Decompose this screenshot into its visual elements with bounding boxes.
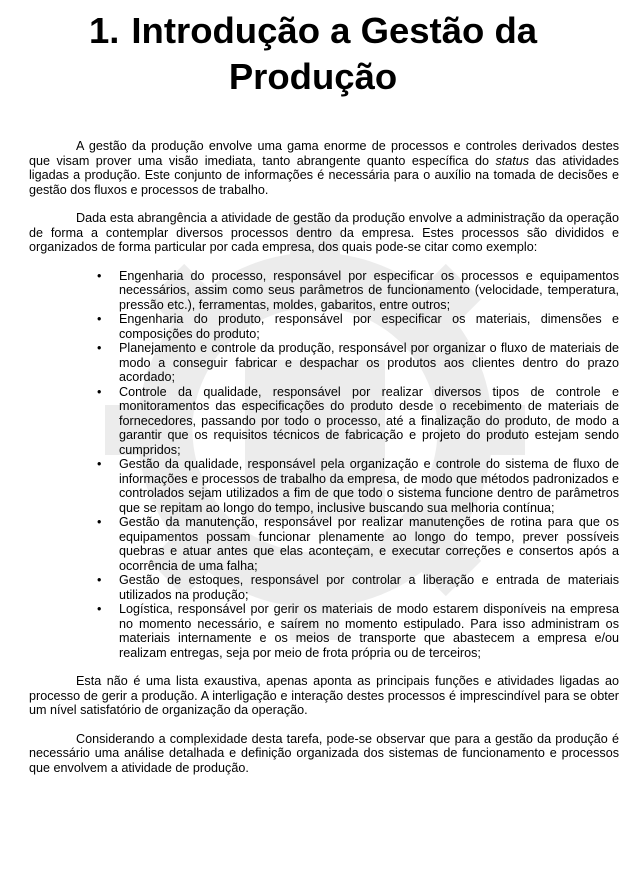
list-item-text: Controle da qualidade, responsável por realizar diversos tipos de controle e monitoramentos das especificações do produto desde o recebimento de materiais de fornecedores, passando por todo o processo, até a finalização do produto, de modo a garantir que os requisitos técnicos de fabricação e projeto do produto estejam sendo cumpridos;: [119, 384, 619, 457]
bullet-icon: •: [97, 602, 102, 616]
paragraph-intro-text: A gestão da produção envolve uma gama enorme de processos e controles derivados destes que visam prover uma visão imediata, tanto abrangente quanto específica do: [29, 139, 619, 168]
status-emphasis: status: [495, 153, 530, 168]
chapter-number: 1.: [88, 10, 120, 51]
bullet-icon: •: [97, 341, 102, 355]
paragraph-summary: Esta não é uma lista exaustiva, apenas aponta as principais funções e atividades ligadas ao processo de gerir a produção. A interligação e interação destes processos é imprescindível para se obter um nível satisfatório de organização da operação.: [29, 674, 619, 717]
chapter-title: Introdução a Gestão da Produção: [131, 10, 538, 97]
document-body: [29, 139, 619, 789]
chapter-heading: [0, 8, 626, 100]
bullet-icon: •: [97, 515, 102, 529]
paragraph-conclusion: Considerando a complexidade desta tarefa, pode-se observar que para a gestão da produção é necessário uma análise detalhada e definição organizada dos sistemas de funcionamento e processos que envolvem a atividade de produção.: [29, 731, 619, 775]
list-item-text: Engenharia do produto, responsável por especificar os materiais, dimensões e composições do produto;: [119, 312, 619, 341]
list-item: [97, 515, 619, 573]
paragraph-intro: [29, 139, 619, 197]
list-item-text: Logística, responsável por gerir os materiais de modo estarem disponíveis na empresa no momento necessário, e saírem no momento estipulado. Para isso administram os materiais internamente e os meios de transporte que abastecem a empresa e/ou realizam entregas, seja por meio de frota própria ou de terceiros;: [119, 602, 619, 660]
bullet-icon: •: [97, 457, 102, 471]
list-item: [97, 602, 619, 660]
list-item-text: Gestão da manutenção, responsável por realizar manutenções de rotina para que os equipamentos possam funcionar plenamente ao longo do tempo, prever possíveis quebras e atuar antes que elas aconteçam, e executar correções e consertos após a ocorrência de uma falha;: [119, 515, 619, 573]
list-item: [97, 384, 619, 458]
list-item-text: Gestão de estoques, responsável por controlar a liberação e entrada de materiais utilizados na produção;: [119, 573, 619, 602]
paragraph-scope: Dada esta abrangência a atividade de gestão da produção envolve a administração da operação de forma a contemplar diversos processos dentro da empresa. Estes processos são divididos e organizados de forma particular por cada empresa, dos quais pode-se citar como exemplo:: [29, 211, 619, 254]
list-item: [97, 457, 619, 515]
list-item: [97, 341, 619, 385]
list-item-text: Planejamento e controle da produção, responsável por organizar o fluxo de materiais de modo a conseguir fabricar e despachar os produtos aos clientes dentro do prazo acordado;: [119, 341, 619, 384]
bullet-icon: •: [97, 268, 102, 283]
list-item: [97, 268, 619, 313]
list-item-text: Engenharia do processo, responsável por especificar os processos e equipamentos necessários, assim como seus parâmetros de funcionamento (velocidade, temperatura, pressão etc.), ferramentas, moldes, gabaritos, entre outros;: [119, 268, 619, 312]
bullet-icon: •: [97, 384, 102, 399]
bullet-icon: •: [97, 312, 102, 326]
list-item: [97, 312, 619, 341]
list-item: [97, 573, 619, 602]
process-list: [29, 269, 619, 661]
bullet-icon: •: [97, 573, 102, 587]
list-item-text: Gestão da qualidade, responsável pela organização e controle do sistema de fluxo de informações e processos de trabalho da empresa, de modo que métodos padronizados e controlados sejam utilizados a fim de que todo o sistema funcione dentro de parâmetros que se repitam ao longo do tempo, inclusive buscando sua melhoria contínua;: [119, 457, 619, 515]
paragraph-intro-text-end: das atividades ligadas a produção. Este conjunto de informações é necessária para o auxílio na tomada de decisões e gestão dos fluxos e processos de trabalho.: [29, 153, 619, 197]
